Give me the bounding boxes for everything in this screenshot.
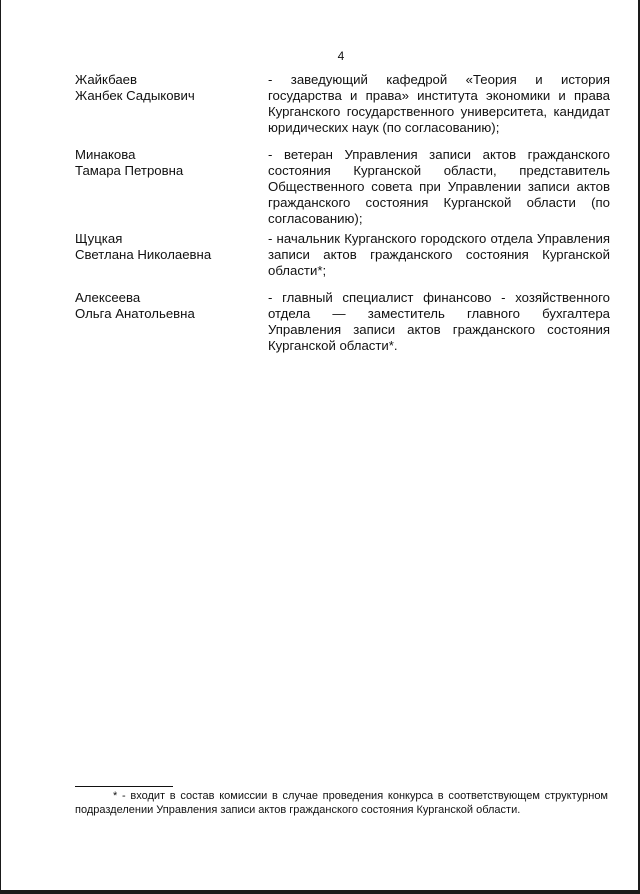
member-name (75, 290, 265, 322)
member-role: - ветеран Управления записи актов гражданского состояния Курганской области, представитель Общественного совета при Управлении записи актов гражданского состояния Курганской области (по согласованию); (268, 147, 610, 226)
member-role: - начальник Курганского городского отдела Управления записи актов гражданского состояния Курганской области*; (268, 231, 610, 278)
member-given-names: Светлана Николаевна (75, 247, 212, 262)
footnote-separator (75, 786, 173, 787)
member-role: - главный специалист финансово - хозяйственного отдела — заместитель главного бухгалтера Управления записи актов гражданского состояния Курганской области*. (268, 290, 610, 353)
member-given-names: Ольга Анатольевна (75, 306, 195, 321)
member-name (75, 147, 265, 179)
member-name (75, 231, 265, 263)
member-surname: Алексеева (75, 290, 141, 305)
member-given-names: Тамара Петровна (75, 163, 184, 178)
member-surname: Щуцкая (75, 231, 123, 246)
member-role: - заведующий кафедрой «Теория и история государства и права» института экономики и права Курганского государственного университета, кандидат юридических наук (по согласованию); (268, 72, 610, 135)
scan-left-edge (0, 0, 1, 894)
member-surname: Жайкбаев (75, 72, 138, 87)
footnote: * - входит в состав комиссии в случае проведения конкурса в соответствующем структурном подразделении Управления записи актов гражданского состояния Курганской области. (75, 790, 608, 816)
page-number: 4 (337, 49, 345, 63)
member-given-names: Жанбек Садыкович (75, 88, 195, 103)
member-name (75, 72, 265, 104)
scan-bottom-edge (0, 890, 640, 894)
member-surname: Минакова (75, 147, 136, 162)
